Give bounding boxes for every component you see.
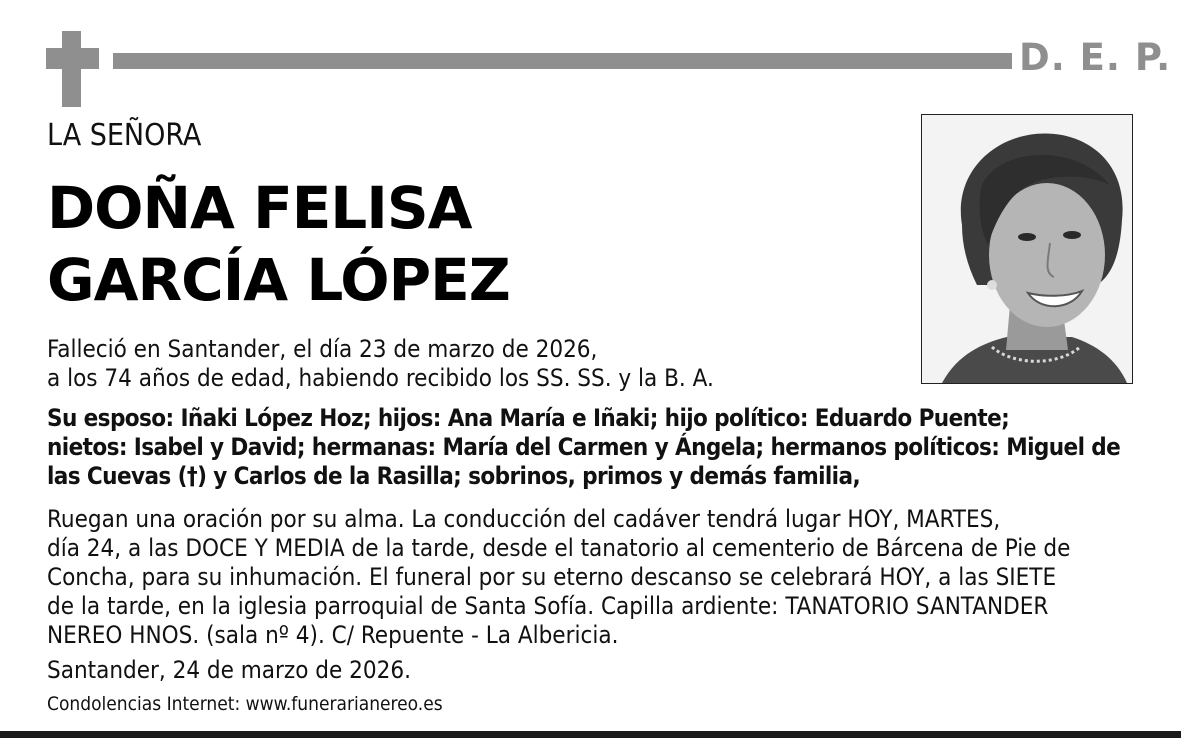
service-details	[47, 505, 1070, 650]
service-line-2: día 24, a las DOCE Y MEDIA de la tarde, desde el tanatorio al cementerio de Bárcena de Pie de	[47, 534, 1071, 562]
portrait-photo	[921, 114, 1133, 384]
cross-vertical-bar	[62, 31, 81, 107]
honorific: LA SEÑORA	[47, 118, 202, 153]
service-line-5: NEREO HNOS. (sala nº 4). C/ Repuente - La Albericia.	[47, 621, 619, 649]
deceased-name-line-2: GARCÍA LÓPEZ	[47, 246, 510, 314]
death-notice	[47, 335, 714, 392]
condolences-link[interactable]: Condolencias Internet: www.funerarianereo.es	[47, 693, 443, 715]
family-list	[47, 404, 1120, 491]
service-line-3: Concha, para su inhumación. El funeral por su eterno descanso se celebrará HOY, a las SIETE	[47, 563, 1057, 591]
cross-horizontal-bar	[46, 48, 99, 69]
family-line-2: nietos: Isabel y David; hermanas: María del Carmen y Ángela; hermanos políticos: Miguel de	[47, 433, 1121, 461]
header-rule	[113, 53, 1012, 69]
deceased-name-line-1: DOÑA FELISA	[47, 174, 472, 242]
family-line-3: las Cuevas (†) y Carlos de la Rasilla; sobrinos, primos y demás familia,	[47, 462, 861, 490]
place-date: Santander, 24 de marzo de 2026.	[47, 656, 411, 684]
death-notice-line-2: a los 74 años de edad, habiendo recibido los SS. SS. y la B. A.	[47, 363, 714, 392]
deceased-name	[47, 172, 510, 316]
service-line-1: Ruegan una oración por su alma. La conducción del cadáver tendrá lugar HOY, MARTES,	[47, 505, 1001, 533]
family-line-1: Su esposo: Iñaki López Hoz; hijos: Ana María e Iñaki; hijo político: Eduardo Puente;	[47, 404, 1010, 432]
bottom-rule	[0, 731, 1181, 738]
service-line-4: de la tarde, en la iglesia parroquial de Santa Sofía. Capilla ardiente: TANATORIO SANTANDER	[47, 592, 1049, 620]
dep-label: D. E. P.	[1019, 36, 1172, 79]
death-notice-line-1: Falleció en Santander, el día 23 de marzo de 2026,	[47, 335, 598, 363]
